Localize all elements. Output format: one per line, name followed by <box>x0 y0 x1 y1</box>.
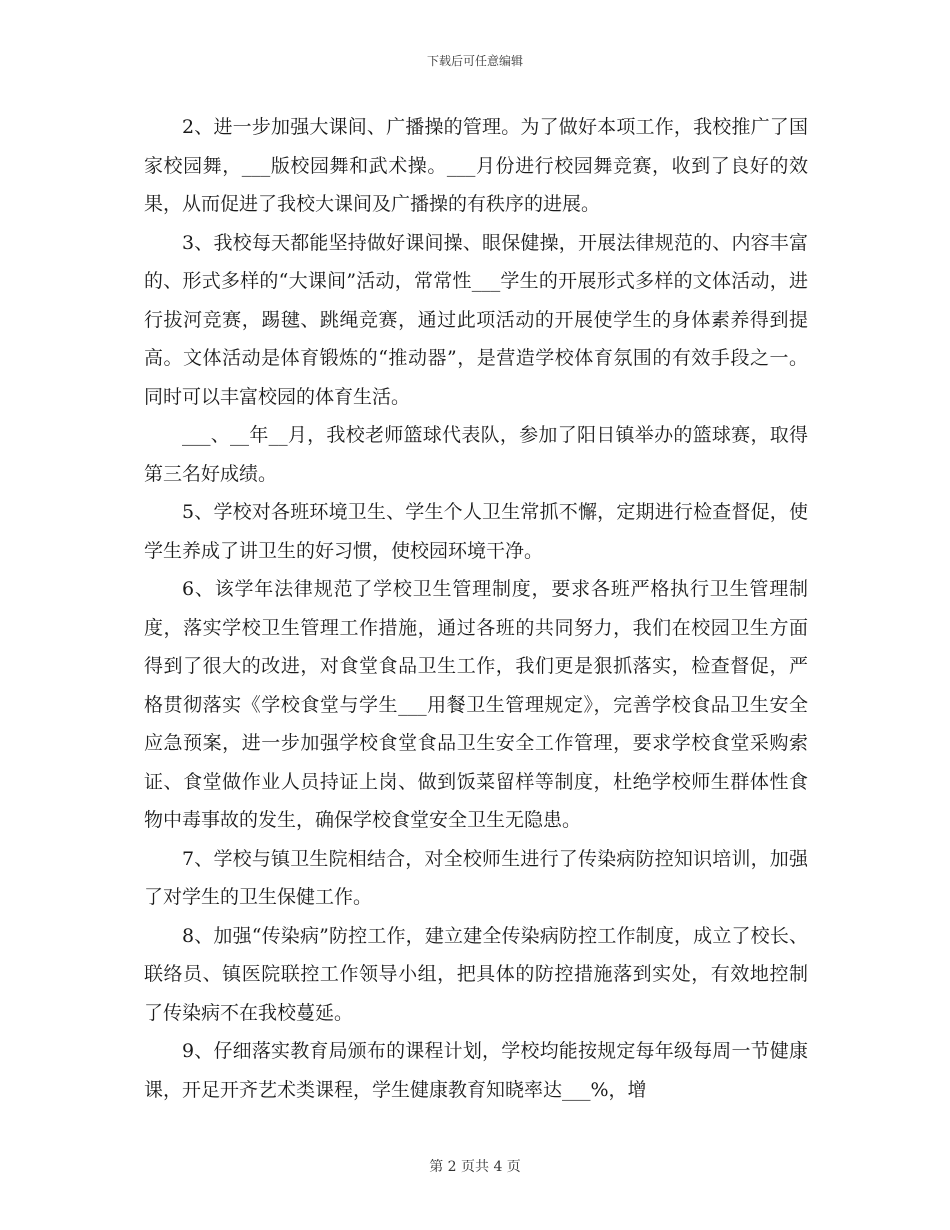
document-body <box>144 108 808 1109</box>
page-footer: 第 2 页共 4 页 <box>429 1159 521 1175</box>
paragraph-item-7: 7、学校与镇卫生院相结合，对全校师生进行了传染病防控知识培训，加强了对学生的卫生保健工作。 <box>144 847 808 908</box>
paragraph-item-6: 6、该学年法律规范了学校卫生管理制度，要求各班严格执行卫生管理制度，落实学校卫生管理工作措施，通过各班的共同努力，我们在校园卫生方面得到了很大的改进，对食堂食品卫生工作，我们更是狠抓落实，检查督促，严格贯彻落实《学校食堂与学生___用餐卫生管理规定》，完善学校食品卫生安全应急预案，进一步加强学校食堂食品卫生安全工作管理，要求学校食堂采购索证、食堂做作业人员持证上岗、做到饭菜留样等制度，杜绝学校师生群体性食物中毒事故的发生，确保学校食堂安全卫生无隐患。 <box>144 578 808 831</box>
paragraph-item-9: 9、仔细落实教育局颁布的课程计划，学校均能按规定每年级每周一节健康课，开足开齐艺术类课程，学生健康教育知晓率达___%，增 <box>144 1040 808 1101</box>
paragraph-item-2: 2、进一步加强大课间、广播操的管理。为了做好本项工作，我校推广了国家校园舞，___版校园舞和武术操。___月份进行校园舞竞赛，收到了良好的效果，从而促进了我校大课间及广播操的有秩序的进展。 <box>144 116 808 215</box>
paragraph-item-3: 3、我校每天都能坚持做好课间操、眼保健操，开展法律规范的、内容丰富的、形式多样的“大课间”活动，常常性___学生的开展形式多样的文体活动，进行拔河竞赛，踢毽、跳绳竞赛，通过此项活动的开展使学生的身体素养得到提高。文体活动是体育锻炼的“推动器”，是营造学校体育氛围的有效手段之一。同时可以丰富校园的体育生活。 <box>144 231 808 408</box>
paragraph-item-4: ___、__年__月，我校老师篮球代表队，参加了阳日镇举办的篮球赛，取得第三名好成绩。 <box>144 424 808 485</box>
paragraph-item-5: 5、学校对各班环境卫生、学生个人卫生常抓不懈，定期进行检查督促，使学生养成了讲卫生的好习惯，使校园环境干净。 <box>144 501 808 562</box>
page-header: 下载后可任意编辑 <box>426 54 523 68</box>
paragraph-item-8: 8、加强“传染病”防控工作，建立建全传染病防控工作制度，成立了校长、联络员、镇医院联控工作领导小组，把具体的防控措施落到实处，有效地控制了传染病不在我校蔓延。 <box>144 924 808 1024</box>
